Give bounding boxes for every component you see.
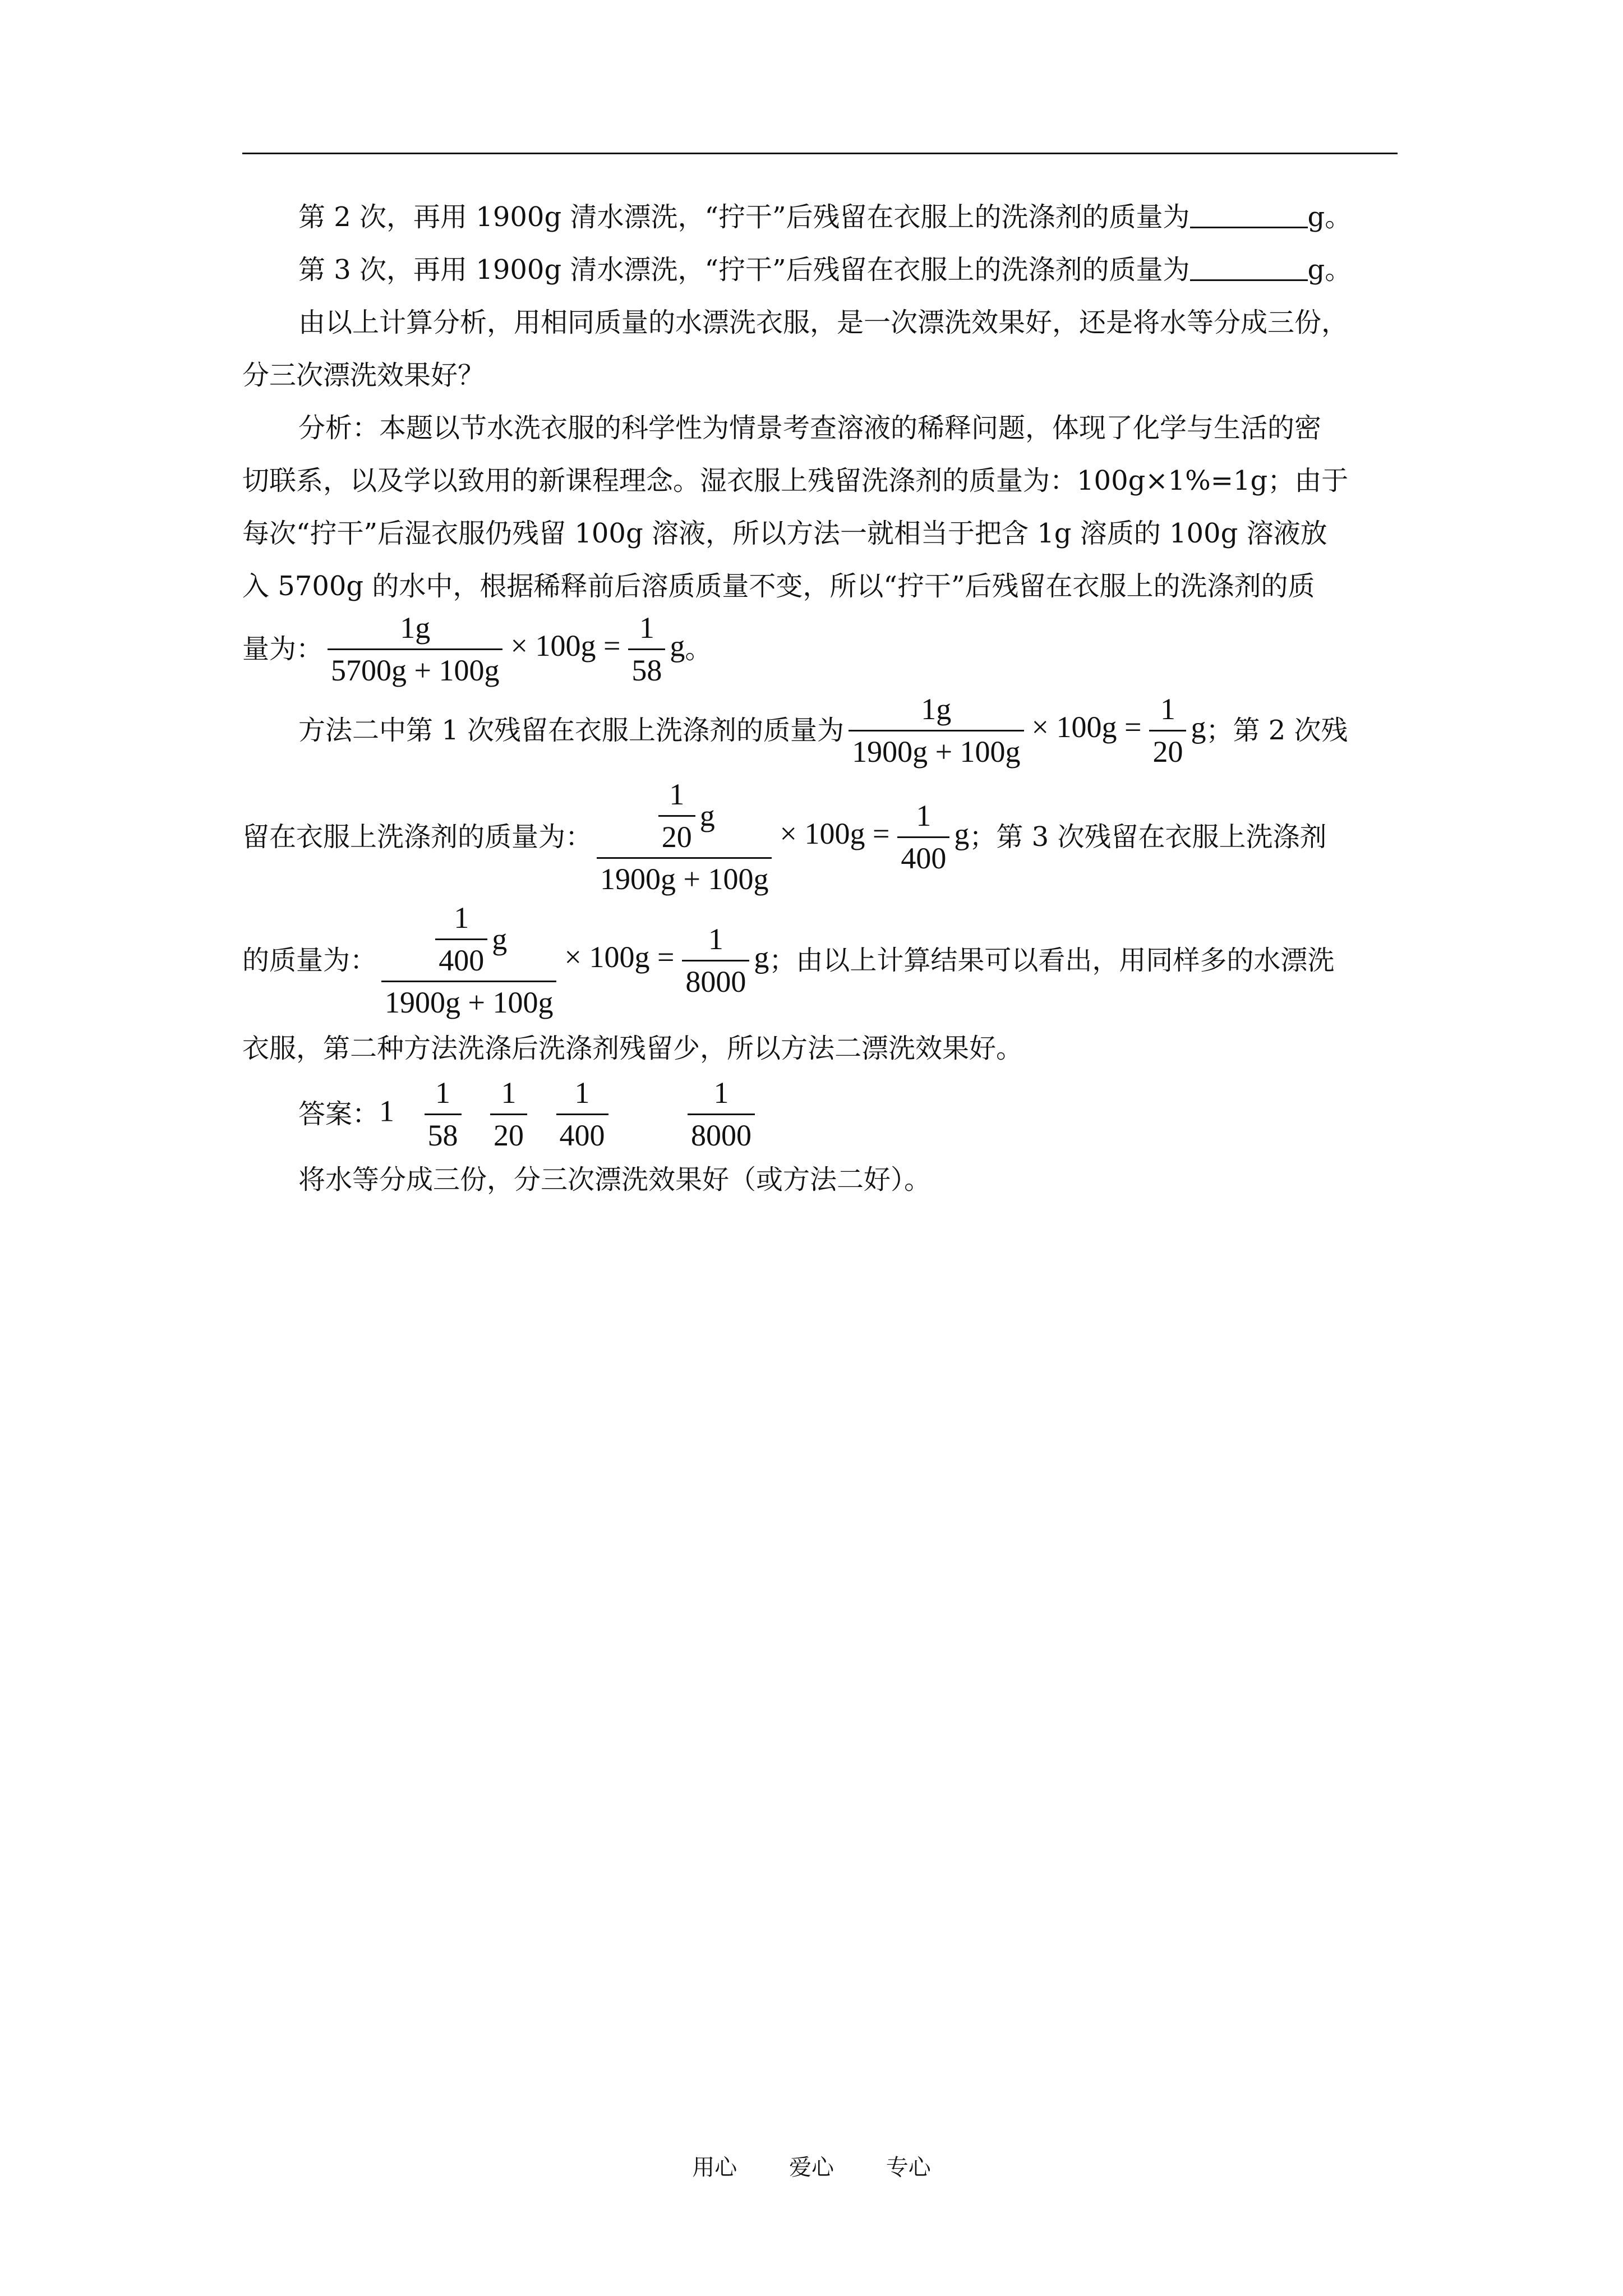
header-rule [242,153,1398,154]
unit: g [699,798,715,832]
analysis-line: 衣服，第二种方法洗涤后洗涤剂残留少，所以方法二漂洗效果好。 [242,1033,1023,1064]
frac-num: 1 [435,1075,451,1110]
frac-num: 1 [501,1075,517,1110]
equation-3 [592,779,969,895]
operator: × 100g = [564,940,675,974]
frac-num: 1g [921,692,952,726]
answer-blank [1190,251,1308,281]
equation-2 [844,693,1206,767]
text: 方法二中第 1 次残留在衣服上洗涤剂的质量为 [298,715,845,746]
text: g。 [1307,201,1352,233]
frac-den: 1900g + 100g [597,857,772,895]
question-line-3 [242,243,1398,296]
frac-den: 400 [435,938,487,977]
equation-line-1 [242,610,1398,687]
operator: × 100g = [1031,710,1142,744]
question-line-2 [242,191,1398,243]
text: 留在衣服上洗涤剂的质量为： [242,821,593,853]
operator: × 100g = [510,629,621,663]
frac-den: 58 [425,1114,462,1152]
operator: × 100g = [780,817,890,851]
text: 量为： [242,633,324,665]
question-line: 由以上计算分析，用相同质量的水漂洗衣服，是一次漂洗效果好，还是将水等分成三份， [298,307,1349,338]
document-body [242,191,1398,1206]
footer-text: 用心 [692,2155,737,2180]
equation-line-3 [242,775,1398,899]
frac-den: 20 [658,815,695,853]
frac-den: 400 [556,1114,608,1152]
analysis-line: 切联系，以及学以致用的新课程理念。湿衣服上残留洗涤剂的质量为：100g×1%=1g；由于 [242,465,1349,496]
answer-1: 1 [379,1094,395,1128]
text: ；第 3 次残留在衣服上洗涤剂 [969,821,1327,853]
answer-label: 答案： [298,1098,380,1130]
frac-num: 1 [639,610,654,645]
frac-num: 1 [713,1075,729,1110]
frac-den: 400 [897,836,949,875]
frac-den: 1900g + 100g [381,981,556,1019]
frac-den: 1900g + 100g [849,730,1023,768]
text: 第 2 次，再用 1900g 清水漂洗，“拧干”后残留在衣服上的洗涤剂的质量为 [298,201,1190,233]
footer-text: 爱心 [789,2155,834,2180]
equation-line-2 [242,685,1398,775]
frac-den: 20 [1149,730,1186,768]
answer-line: 将水等分成三份，分三次漂洗效果好（或方法二好）。 [298,1164,932,1195]
frac-num: 1 [708,922,723,956]
unit: g [670,629,685,663]
frac-num: 1 [454,900,469,935]
unit: g [954,817,970,851]
analysis-line: 每次“拧干”后湿衣服仍残留 100g 溶液，所以方法一就相当于把含 1g 溶质的 100g 溶液放 [242,518,1327,549]
equation-1 [323,612,685,686]
question-line: 分三次漂洗效果好？ [242,360,485,391]
frac-num: 1 [574,1075,590,1110]
frac-den: 8000 [682,960,749,998]
analysis-line: 分析：本题以节水洗衣服的科学性为情景考查溶液的稀释问题，体现了化学与生活的密 [298,412,1322,444]
frac-num: 1 [1160,692,1175,726]
frac-den: 20 [490,1114,527,1152]
text: 第 3 次，再用 1900g 清水漂洗，“拧干”后残留在衣服上的洗涤剂的质量为 [298,254,1190,286]
answer-line [242,1075,1398,1153]
frac-den: 58 [628,648,665,687]
answer-blank [1190,199,1308,228]
equation-line-4 [242,899,1398,1022]
unit: g [1191,710,1206,744]
answer-values [379,1077,759,1151]
frac-den: 5700g + 100g [328,648,502,687]
frac-num: 1 [916,798,932,832]
analysis-line: 入 5700g 的水中，根据稀释前后溶质质量不变，所以“拧干”后残留在衣服上的洗涤剂的质 [242,570,1315,602]
frac-num: 1 [669,777,685,811]
text: 的质量为： [242,945,377,976]
unit: g [492,922,508,956]
text: ；第 2 次残 [1206,715,1348,746]
frac-num: 1g [400,610,431,645]
footer-text: 专心 [886,2155,931,2180]
equation-4 [377,902,769,1019]
frac-den: 8000 [688,1114,755,1152]
footer [0,2150,1623,2182]
text: 。 [685,633,712,665]
unit: g [754,940,769,974]
text: g。 [1307,254,1352,286]
text: ；由以上计算结果可以看出，用同样多的水漂洗 [769,945,1335,976]
